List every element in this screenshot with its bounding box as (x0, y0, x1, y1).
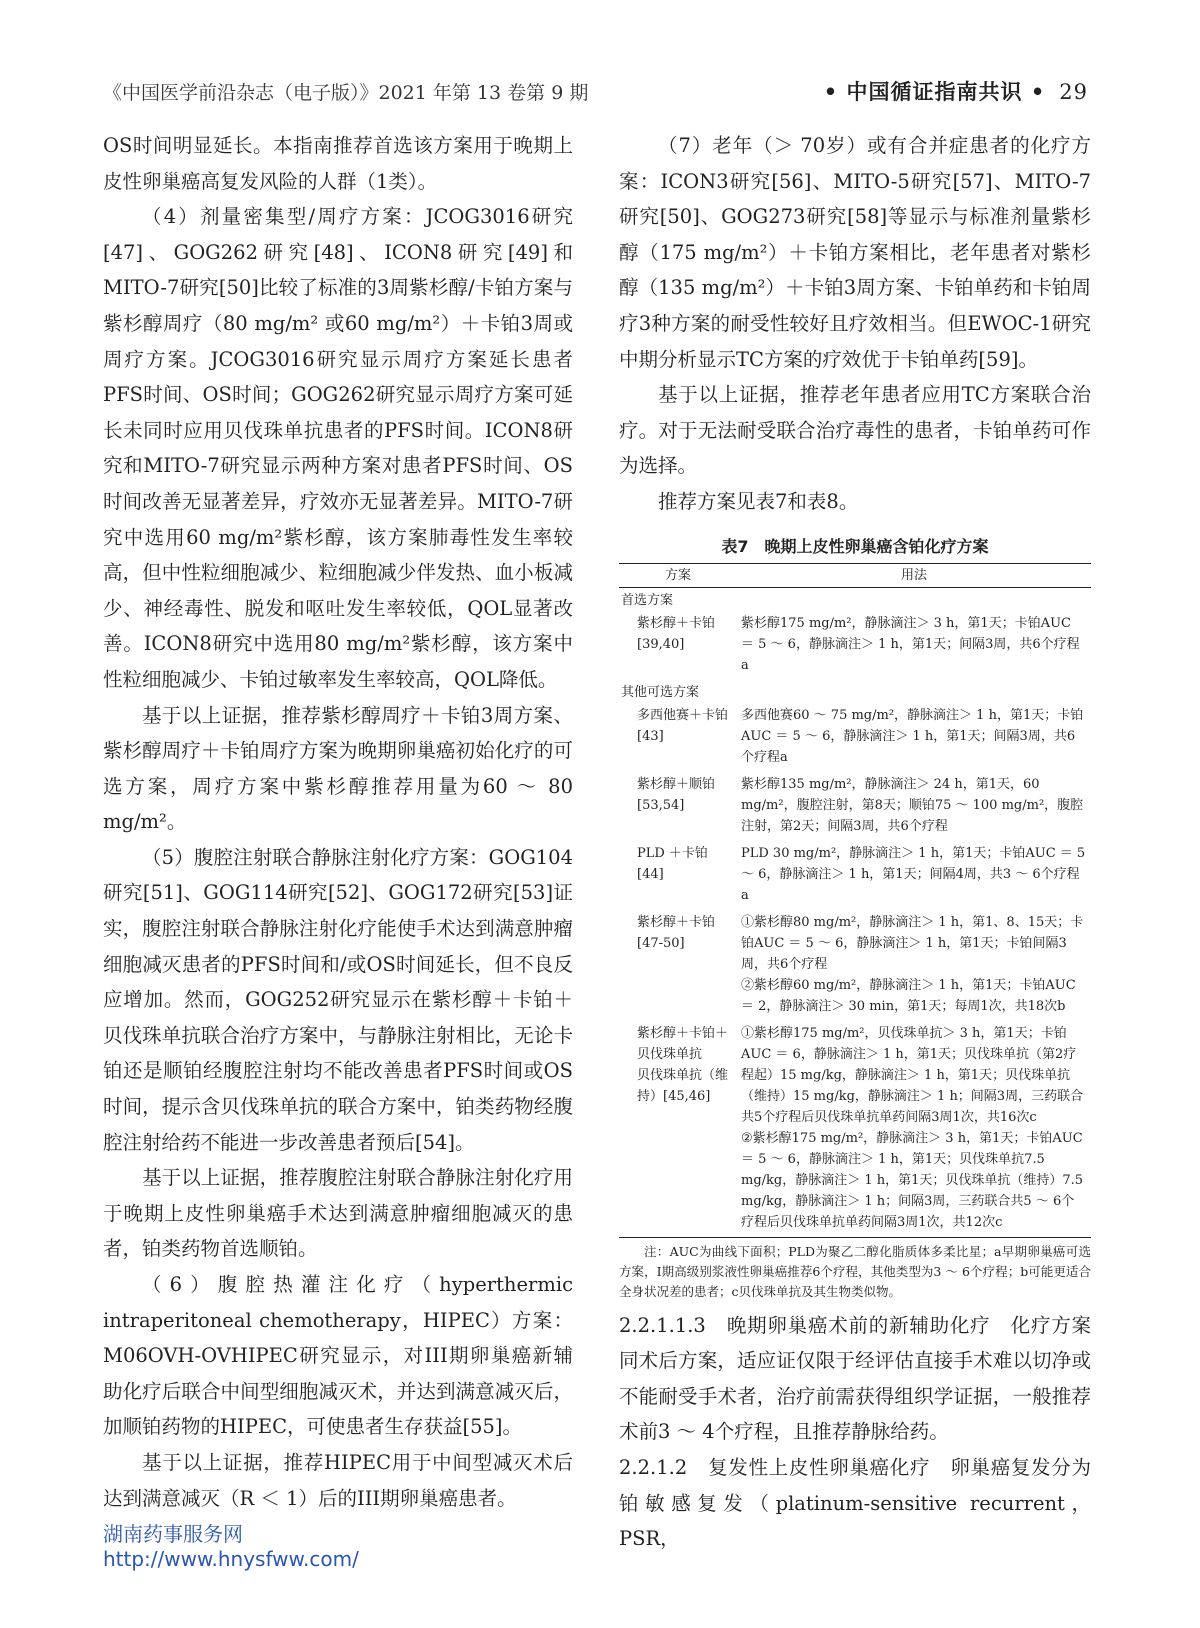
journal-header: 《中国医学前沿杂志（电子版）》2021 年第 13 卷第 9 期 (103, 82, 589, 104)
table-row (619, 772, 1091, 841)
regimen-usage: ①紫杉醇175 mg/m²，贝伐珠单抗＞ 3 h，第1天；卡铂AUC ＝ 6，静脉滴注＞ 1 h，第1天；贝伐珠单抗（第2疗程起）15 mg/kg，静脉滴注＞ 1 h，第1天；贝伐珠单抗（维持）15 mg/kg，静脉滴注＞ 1 h；间隔3周，三药联合共5个疗程后贝伐珠单抗单药间隔3周1次，共16次c ②紫杉醇175 mg/m²，静脉滴注＞ 3 h，第1天；卡铂AUC ＝ 5 ～ 6，静脉滴注＞ 1 h，第1天；贝伐珠单抗7.5 mg/kg，静脉滴注＞ 1 h，第1天；贝伐珠单抗（维持）7.5 mg/kg，静脉滴注＞ 1 h；间隔3周，三药联合共5 ～ 6个疗程后贝伐珠单抗单药间隔3周1次，共12次c (737, 1021, 1091, 1238)
paragraph: OS时间明显延长。本指南推荐首选该方案用于晚期上皮性卵巢癌高复发风险的人群（1类）。 (103, 134, 573, 193)
regimen-name: 紫杉醇＋顺铂[53,54] (637, 776, 716, 813)
watermark (103, 1518, 359, 1571)
regimen-usage: 多西他赛60 ～ 75 mg/m²，静脉滴注＞ 1 h，第1天；卡铂AUC ＝ 5 ～ 6，静脉滴注＞ 1 h，第1天；间隔3周，共6个疗程a (741, 707, 1084, 765)
table-row (619, 1021, 1091, 1238)
regimen-name: PLD ＋卡铂[44] (637, 845, 708, 882)
paragraph: （4）剂量密集型/周疗方案：JCOG3016研究[47]、GOG262研究[48]、ICON8研究[49]和MITO-7研究[50]比较了标准的3周紫杉醇/卡铂方案与紫杉醇周疗（80 mg/m² 或60 mg/m²）＋卡铂3周或周疗方案。JCOG3016研究显示周疗方案延长患者PFS时间、OS时间；GOG262研究显示周疗方案可延长未同时应用贝伐珠单抗患者的PFS时间。ICON8研究和MITO-7研究显示两种方案对患者PFS时间、OS时间改善无显著差异，疗效亦无显著差异。MITO-7研究中选用60 mg/m²紫杉醇，该方案肺毒性发生率较高，但中性粒细胞减少、粒细胞减少伴发热、血小板减少、神经毒性、脱发和呕吐发生率较低，QOL显著改善。ICON8研究中选用80 mg/m²紫杉醇，该方案中性粒细胞减少、卡铂过敏率发生率较高，QOL降低。 (103, 205, 573, 691)
table-header-row (619, 563, 1091, 587)
column-header-regimen: 方案 (619, 563, 737, 587)
table-row (619, 611, 1091, 680)
table-title: 表7 晚期上皮性卵巢癌含铂化疗方案 (721, 536, 989, 556)
left-column (103, 128, 573, 1516)
regimen-usage: ①紫杉醇80 mg/m²，静脉滴注＞ 1 h，第1、8、15天；卡铂AUC ＝ 5 ～ 6，静脉滴注＞ 1 h，第1天；卡铂间隔3周，共6个疗程 ②紫杉醇60 mg/m²，静脉滴注＞ 1 h，第1天；卡铂AUC ＝ 2，静脉滴注＞ 30 min，第1天；每周1次，共18次b (741, 914, 1084, 1014)
table-row (619, 910, 1091, 1021)
regimen-name: 紫杉醇＋卡铂[39,40] (637, 615, 716, 652)
regimen-usage: PLD 30 mg/m²，静脉滴注＞ 1 h，第1天；卡铂AUC ＝ 5 ～ 6，静脉滴注＞ 1 h，第1天；间隔4周，共3 ～ 6个疗程a (741, 845, 1086, 903)
paragraph: 基于以上证据，推荐老年患者应用TC方案联合治疗。对于无法耐受联合治疗毒性的患者，卡铂单药可作为选择。 (619, 383, 1091, 478)
table-note: 注：AUC为曲线下面积；PLD为聚乙二醇化脂质体多柔比星；a早期卵巢癌可选方案，I期高级别浆液性卵巢癌推荐6个疗程，其他类型为3 ～ 6个疗程；b可能更适合全身状况差的患者；c贝伐珠单抗及其生物类似物。 (619, 1243, 1091, 1299)
paragraph: 基于以上证据，推荐紫杉醇周疗＋卡铂3周方案、紫杉醇周疗＋卡铂周疗方案为晚期卵巢癌初始化疗的可选方案，周疗方案中紫杉醇推荐用量为60 ～ 80 mg/m²。 (103, 703, 573, 834)
paragraph: 推荐方案见表7和表8。 (658, 489, 859, 513)
section-header (824, 76, 1088, 106)
section-label: • 中国循证指南共识 • (823, 80, 1046, 104)
table-category-row (619, 587, 1091, 611)
paragraph: 基于以上证据，推荐腹腔注射联合静脉注射化疗用于晚期上皮性卵巢癌手术达到满意肿瘤细胞减灭的患者，铂类药物首选顺铂。 (103, 1166, 573, 1261)
paragraph: 基于以上证据，推荐HIPEC用于中间型减灭术后达到满意减灭（R ＜ 1）后的III期卵巢癌患者。 (103, 1450, 573, 1510)
regimen-usage: 紫杉醇135 mg/m²，静脉滴注＞ 24 h，第1天，60 mg/m²，腹腔注射，第8天；顺铂75 ～ 100 mg/m²，腹腔注射，第2天；间隔3周，共6个疗程 (741, 776, 1084, 834)
table-row (619, 841, 1091, 910)
paragraph: （7）老年（＞ 70岁）或有合并症患者的化疗方案：ICON3研究[56]、MITO-5研究[57]、MITO-7研究[50]、GOG273研究[58]等显示与标准剂量紫杉醇（175 mg/m²）＋卡铂方案相比，老年患者对紫杉醇（135 mg/m²）＋卡铂3周方案、卡铂单药和卡铂周疗3种方案的耐受性较好且疗效相当。但EWOC-1研究中期分析显示TC方案的疗效优于卡铂单药[59]。 (619, 134, 1091, 371)
page-number: 29 (1059, 80, 1088, 104)
watermark-site-name: 湖南药事服务网 (103, 1522, 243, 1546)
regimen-name: 紫杉醇＋卡铂[47-50] (637, 914, 716, 951)
watermark-url[interactable]: http://www.hnysfww.com/ (103, 1547, 359, 1571)
paragraph: 2.2.1.2 复发性上皮性卵巢癌化疗 卵巢癌复发分为铂敏感复发（platinum-sensitive recurrent，PSR， (619, 1455, 1091, 1551)
regimen-name: 多西他赛＋卡铂[43] (637, 707, 729, 744)
category-label: 其他可选方案 (621, 684, 700, 700)
paragraph: （6）腹腔热灌注化疗（hyperthermic intraperitoneal chemotherapy，HIPEC）方案：M06OVH-OVHIPEC研究显示，对III期卵巢癌新辅助化疗后联合中间型细胞减灭术，并达到满意减灭后，加顺铂药物的HIPEC，可使患者生存获益[55]。 (103, 1273, 573, 1439)
regimen-usage: 紫杉醇175 mg/m²，静脉滴注＞ 3 h，第1天；卡铂AUC ＝ 5 ～ 6，静脉滴注＞ 1 h，第1天；间隔3周，共6个疗程a (741, 615, 1080, 673)
table-category-row (619, 680, 1091, 703)
regimen-table (619, 563, 1091, 1238)
paragraph: （5）腹腔注射联合静脉注射化疗方案：GOG104研究[51]、GOG114研究[52]、GOG172研究[53]证实，腹腔注射联合静脉注射化疗能使手术达到满意肿瘤细胞减灭患者的PFS时间和/或OS时间延长，但不良反应增加。然而，GOG252研究显示在紫杉醇＋卡铂＋贝伐珠单抗联合治疗方案中，与静脉注射相比，无论卡铂还是顺铂经腹腔注射均不能改善患者PFS时间或OS时间，提示含贝伐珠单抗的联合方案中，铂类药物经腹腔注射给药不能进一步改善患者预后[54]。 (103, 845, 573, 1154)
table-row (619, 703, 1091, 772)
category-label: 首选方案 (621, 592, 674, 608)
right-column (619, 128, 1091, 1557)
column-header-usage: 用法 (737, 563, 1091, 587)
paragraph: 2.2.1.1.3 晚期卵巢癌术前的新辅助化疗 化疗方案同术后方案，适应证仅限于经评估直接手术难以切净或不能耐受手术者，治疗前需获得组织学证据，一般推荐术前3 ～ 4个疗程，且推荐静脉给药。 (619, 1313, 1091, 1444)
regimen-name: 紫杉醇＋卡铂＋贝伐珠单抗 贝伐珠单抗（维持）[45,46] (619, 1021, 737, 1238)
